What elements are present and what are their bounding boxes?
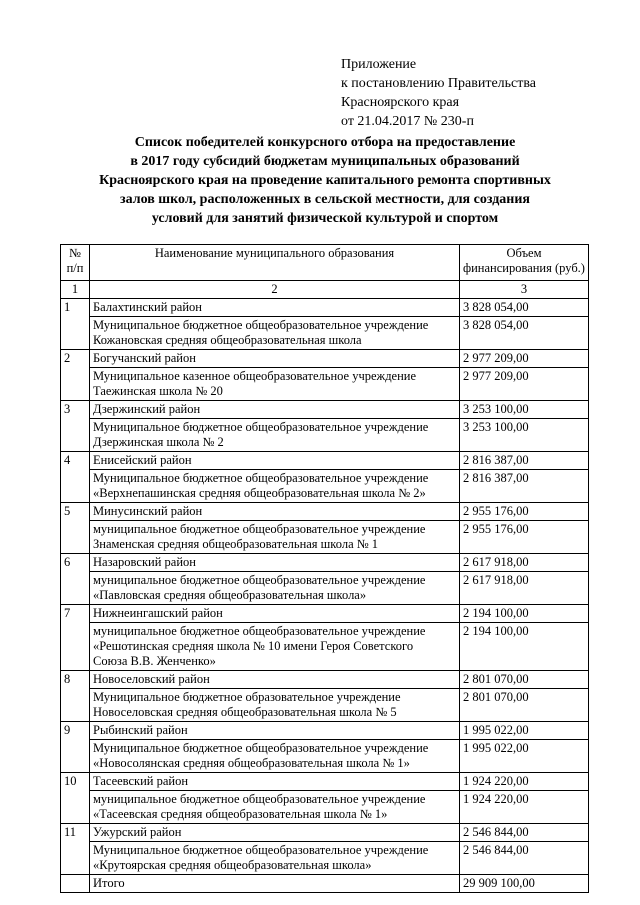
school-name-line: Кожановская средняя общеобразовательная школа	[93, 333, 362, 347]
school-name	[90, 791, 460, 824]
title-line: залов школ, расположенных в сельской местности, для создания	[119, 192, 531, 207]
appendix-line: Приложение	[341, 57, 417, 72]
school-name-line: Союза В.В. Женченко»	[93, 654, 216, 668]
title-line: Список победителей конкурсного отбора на предоставление	[134, 135, 516, 150]
school-amount: 2 546 844,00	[460, 842, 589, 875]
header-num	[61, 245, 90, 281]
district-row	[61, 554, 589, 572]
school-name	[90, 470, 460, 503]
district-row	[61, 401, 589, 419]
school-amount: 2 194 100,00	[460, 623, 589, 671]
appendix-line: от 21.04.2017 № 230-п	[341, 114, 474, 129]
district-name: Балахтинский район	[90, 299, 460, 317]
school-name-line: Муниципальное бюджетное общеобразовательное учреждение	[93, 843, 429, 857]
district-name: Минусинский район	[90, 503, 460, 521]
school-name-line: «Новосолянская средняя общеобразовательная школа № 1»	[93, 756, 410, 770]
column-number-row	[61, 281, 589, 299]
district-name: Рыбинский район	[90, 722, 460, 740]
school-row	[61, 740, 589, 773]
school-row	[61, 470, 589, 503]
school-amount: 2 955 176,00	[460, 521, 589, 554]
school-name	[90, 623, 460, 671]
total-label: Итого	[90, 875, 460, 893]
school-name-line: Муниципальное бюджетное общеобразовательное учреждение	[93, 318, 429, 332]
school-amount: 2 977 209,00	[460, 368, 589, 401]
district-amount: 3 253 100,00	[460, 401, 589, 419]
row-number: 1	[61, 299, 90, 350]
school-name	[90, 572, 460, 605]
school-name	[90, 842, 460, 875]
winners-table	[60, 244, 589, 893]
district-row	[61, 773, 589, 791]
district-row	[61, 452, 589, 470]
school-name-line: муниципальное бюджетное общеобразовательное учреждение	[93, 522, 426, 536]
school-name-line: Муниципальное казенное общеобразовательное учреждение	[93, 369, 417, 383]
column-number: 3	[460, 281, 589, 299]
district-name: Дзержинский район	[90, 401, 460, 419]
header-amount	[460, 245, 589, 281]
appendix-line: Красноярского края	[341, 95, 460, 110]
district-name: Ужурский район	[90, 824, 460, 842]
school-row	[61, 317, 589, 350]
row-number: 4	[61, 452, 90, 503]
school-row	[61, 521, 589, 554]
school-name-line: Дзержинская школа № 2	[93, 435, 224, 449]
school-row	[61, 689, 589, 722]
row-number: 8	[61, 671, 90, 722]
district-amount: 2 955 176,00	[460, 503, 589, 521]
district-amount: 1 995 022,00	[460, 722, 589, 740]
school-amount: 2 801 070,00	[460, 689, 589, 722]
appendix-line: к постановлению Правительства	[341, 76, 537, 91]
header-name: Наименование муниципального образования	[90, 245, 460, 281]
school-name-line: Муниципальное бюджетное образовательное учреждение	[93, 690, 401, 704]
district-row	[61, 350, 589, 368]
district-name: Новоселовский район	[90, 671, 460, 689]
district-amount: 2 617 918,00	[460, 554, 589, 572]
row-number: 6	[61, 554, 90, 605]
district-row	[61, 503, 589, 521]
school-name-line: Муниципальное бюджетное общеобразовательное учреждение	[93, 741, 429, 755]
school-name-line: Муниципальное бюджетное общеобразовательное учреждение	[93, 420, 429, 434]
school-row	[61, 623, 589, 671]
district-row	[61, 671, 589, 689]
school-name-line: Таежинская школа № 20	[93, 384, 223, 398]
header-num-line: №	[69, 246, 81, 260]
title-line: в 2017 году субсидий бюджетам муниципальных образований	[130, 154, 520, 169]
school-name-line: Знаменская средняя общеобразовательная школа № 1	[93, 537, 379, 551]
school-name-line: «Верхнепашинская средняя общеобразовательная школа № 2»	[93, 486, 426, 500]
total-amount: 29 909 100,00	[460, 875, 589, 893]
column-number: 2	[90, 281, 460, 299]
district-name: Тасеевский район	[90, 773, 460, 791]
school-amount: 2 617 918,00	[460, 572, 589, 605]
document-title	[60, 133, 590, 228]
school-name-line: «Тасеевская средняя общеобразовательная школа № 1»	[93, 807, 388, 821]
school-row	[61, 368, 589, 401]
school-amount: 1 924 220,00	[460, 791, 589, 824]
school-name-line: Новоселовская средняя общеобразовательная школа № 5	[93, 705, 397, 719]
title-line: Красноярского края на проведение капитального ремонта спортивных	[99, 173, 551, 188]
school-name	[90, 368, 460, 401]
table-header-row	[61, 245, 589, 281]
appendix-block	[341, 55, 536, 131]
row-number: 3	[61, 401, 90, 452]
district-row	[61, 299, 589, 317]
school-name	[90, 521, 460, 554]
school-name-line: «Павловская средняя общеобразовательная школа»	[93, 588, 367, 602]
district-amount: 1 924 220,00	[460, 773, 589, 791]
school-row	[61, 791, 589, 824]
district-row	[61, 605, 589, 623]
header-amount-line: финансирования (руб.)	[463, 261, 585, 275]
district-amount: 2 194 100,00	[460, 605, 589, 623]
district-amount: 3 828 054,00	[460, 299, 589, 317]
district-name: Богучанский район	[90, 350, 460, 368]
school-row	[61, 572, 589, 605]
district-amount: 2 546 844,00	[460, 824, 589, 842]
school-name-line: муниципальное бюджетное общеобразовательное учреждение	[93, 573, 426, 587]
school-amount: 1 995 022,00	[460, 740, 589, 773]
school-name	[90, 419, 460, 452]
school-name-line: «Крутоярская средняя общеобразовательная школа»	[93, 858, 372, 872]
district-amount: 2 816 387,00	[460, 452, 589, 470]
school-name-line: муниципальное бюджетное общеобразовательное учреждение	[93, 624, 426, 638]
school-amount: 3 253 100,00	[460, 419, 589, 452]
district-row	[61, 722, 589, 740]
district-name: Нижнеингашский район	[90, 605, 460, 623]
header-num-line: п/п	[66, 261, 84, 275]
total-row	[61, 875, 589, 893]
row-number: 7	[61, 605, 90, 671]
school-row	[61, 842, 589, 875]
district-amount: 2 801 070,00	[460, 671, 589, 689]
row-number: 2	[61, 350, 90, 401]
row-number: 11	[61, 824, 90, 875]
row-number: 5	[61, 503, 90, 554]
row-number: 10	[61, 773, 90, 824]
school-name	[90, 689, 460, 722]
row-number: 9	[61, 722, 90, 773]
column-number: 1	[61, 281, 90, 299]
school-amount: 3 828 054,00	[460, 317, 589, 350]
title-line: условий для занятий физической культурой и спортом	[151, 211, 499, 226]
district-name: Енисейский район	[90, 452, 460, 470]
school-row	[61, 419, 589, 452]
district-name: Назаровский район	[90, 554, 460, 572]
school-amount: 2 816 387,00	[460, 470, 589, 503]
district-amount: 2 977 209,00	[460, 350, 589, 368]
district-row	[61, 824, 589, 842]
school-name-line: Муниципальное бюджетное общеобразовательное учреждение	[93, 471, 429, 485]
header-amount-line: Объем	[506, 246, 542, 260]
school-name	[90, 317, 460, 350]
school-name-line: муниципальное бюджетное общеобразовательное учреждение	[93, 792, 426, 806]
school-name	[90, 740, 460, 773]
school-name-line: «Решотинская средняя школа № 10 имени Героя Советского	[93, 639, 414, 653]
total-number-cell	[61, 875, 90, 893]
